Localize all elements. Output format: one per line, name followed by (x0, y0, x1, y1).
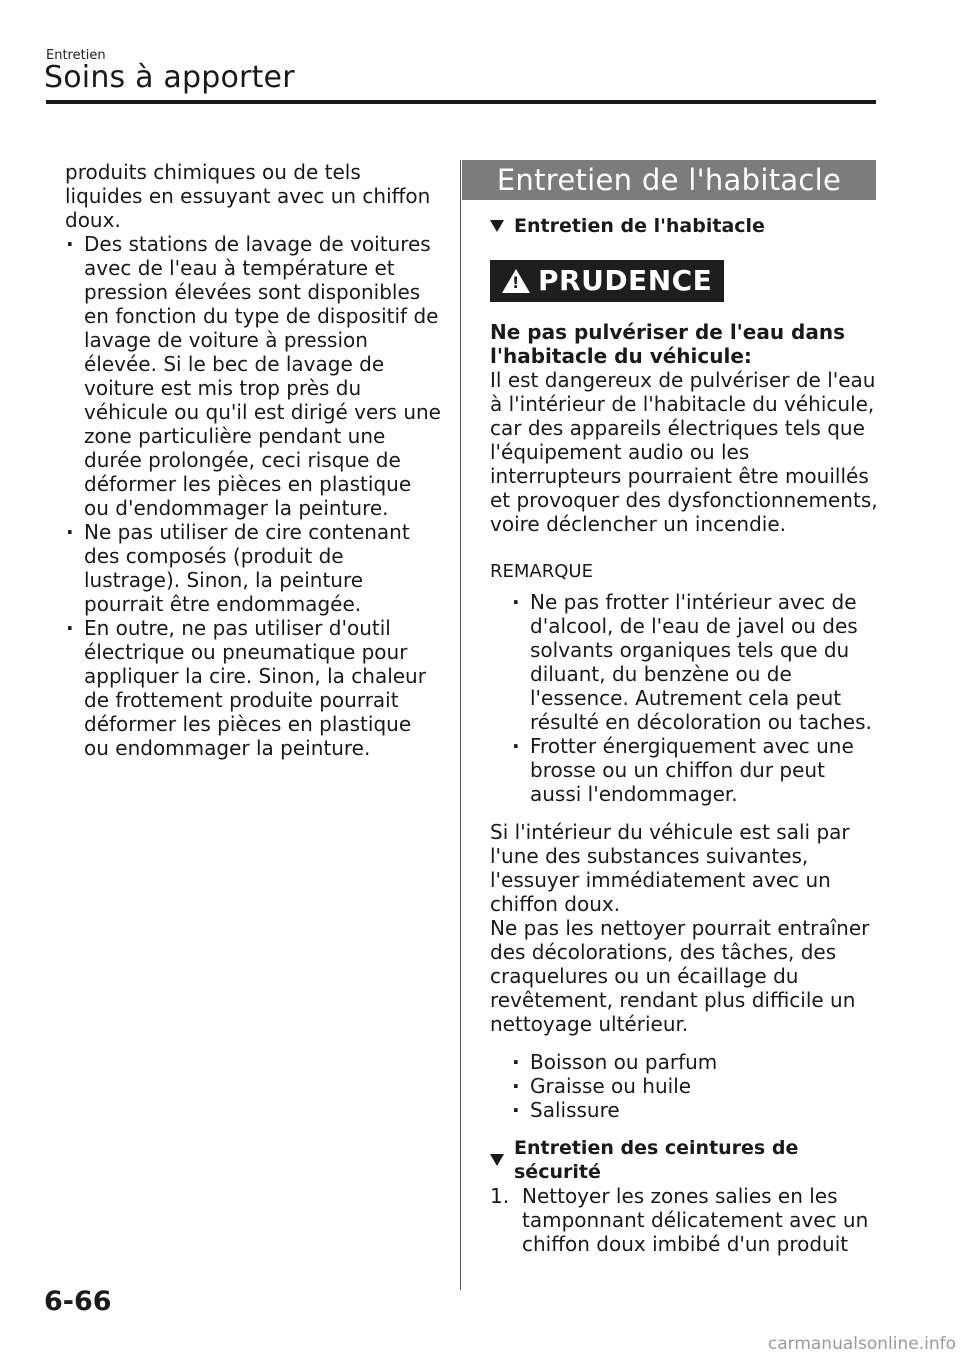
watermark: carmanualsonline.info (767, 1334, 956, 1354)
triangle-down-icon (490, 1154, 504, 1166)
continuation-span: produits chimiques ou de tels liquides en essuyant avec un chiffon doux. (65, 160, 431, 232)
subheading-text: Entretien des ceintures de sécurité (514, 1137, 799, 1183)
caution-wrapper (490, 260, 880, 302)
list-item (490, 734, 880, 806)
bullet-text: Salissure (530, 1098, 620, 1122)
list-item (62, 616, 442, 760)
caution-text: Il est dangereux de pulvériser de l'eau à l'intérieur de l'habitacle du véhicule, car des appareils électriques tels que l'équipement audio ou les interrupteurs pourraient être mouillés et provoquer des dysfonctionnements, voire déclencher un incendie. (490, 368, 878, 536)
paragraph-2: Ne pas les nettoyer pourrait entraîner des décolorations, des tâches, des craquelures ou un écaillage du revêtement, rendant plus difficile un nettoyage ultérieur. (490, 916, 870, 1036)
warning-triangle-icon: ! (502, 269, 530, 293)
bullet-dot: · (512, 1074, 520, 1098)
list-item (490, 1050, 880, 1074)
list-item (490, 590, 880, 734)
left-column (62, 160, 442, 760)
bullet-dot: · (512, 1098, 520, 1122)
section-title-bar: Entretien de l'habitacle (462, 160, 876, 200)
subheading-seatbelts (490, 1136, 880, 1184)
list-item (490, 1074, 880, 1098)
triangle-down-icon (490, 220, 504, 232)
bullet-text: En outre, ne pas utiliser d'outil électrique ou pneumatique pour appliquer la cire. Sinon, la chaleur de frottement produite pourrait déformer les pièces en plastique ou endommager la peinture. (84, 616, 426, 760)
header-rule (46, 100, 876, 104)
bullet-text: Graisse ou huile (530, 1074, 692, 1098)
column-divider (460, 160, 461, 1290)
caution-label: PRUDENCE (538, 264, 713, 297)
bullet-dot: · (66, 616, 74, 640)
bullet-dot: · (512, 590, 520, 614)
paragraph-1: Si l'intérieur du véhicule est sali par l'une des substances suivantes, l'essuyer immédiatement avec un chiffon doux. (490, 820, 850, 916)
substances-list (490, 1050, 880, 1122)
bullet-text: Ne pas utiliser de cire contenant des composés (produit de lustrage). Sinon, la peinture pourrait être endommagée. (84, 520, 410, 616)
step-text: Nettoyer les zones salies en les tamponnant délicatement avec un chiffon doux imbibé d'un produit (522, 1184, 869, 1256)
bullet-text: Frotter énergiquement avec une brosse ou un chiffon dur peut aussi l'endommager. (530, 734, 854, 806)
step-item (490, 1184, 880, 1256)
list-item (62, 520, 442, 616)
bullet-dot: · (512, 734, 520, 758)
list-item (490, 1098, 880, 1122)
bullet-text: Ne pas frotter l'intérieur avec de d'alcool, de l'eau de javel ou des solvants organiques tels que du diluant, du benzène ou de l'essence. Autrement cela peut résulté en décoloration ou taches. (530, 590, 872, 734)
bullet-text: Des stations de lavage de voitures avec de l'eau à température et pression élevées sont disponibles en fonction du type de dispositif de lavage de voiture à pression élevée. Si le bec de lavage de voiture est mis trop près du véhicule ou qu'il est dirigé vers une zone particulière pendant une durée prolongée, ceci risque de déformer les pièces en plastique ou d'endommager la peinture. (84, 232, 441, 520)
bullet-text: Boisson ou parfum (530, 1050, 718, 1074)
step-number: 1. (490, 1184, 510, 1208)
subheading-interior (490, 214, 880, 238)
caution-badge (490, 260, 724, 302)
remarque-label: REMARQUE (490, 561, 593, 582)
continuation-text (62, 160, 442, 232)
page-number: 6-66 (44, 1286, 112, 1317)
bullet-dot: · (66, 232, 74, 256)
page-title: Soins à apporter (44, 60, 295, 95)
subheading-text: Entretien de l'habitacle (514, 215, 765, 237)
caution-heading: Ne pas pulvériser de l'eau dans l'habitacle du véhicule: (490, 320, 846, 368)
chapter-label: Entretien (46, 48, 106, 63)
bullet-dot: · (66, 520, 74, 544)
list-item (62, 232, 442, 520)
right-column (490, 160, 880, 1256)
bullet-dot: · (512, 1050, 520, 1074)
